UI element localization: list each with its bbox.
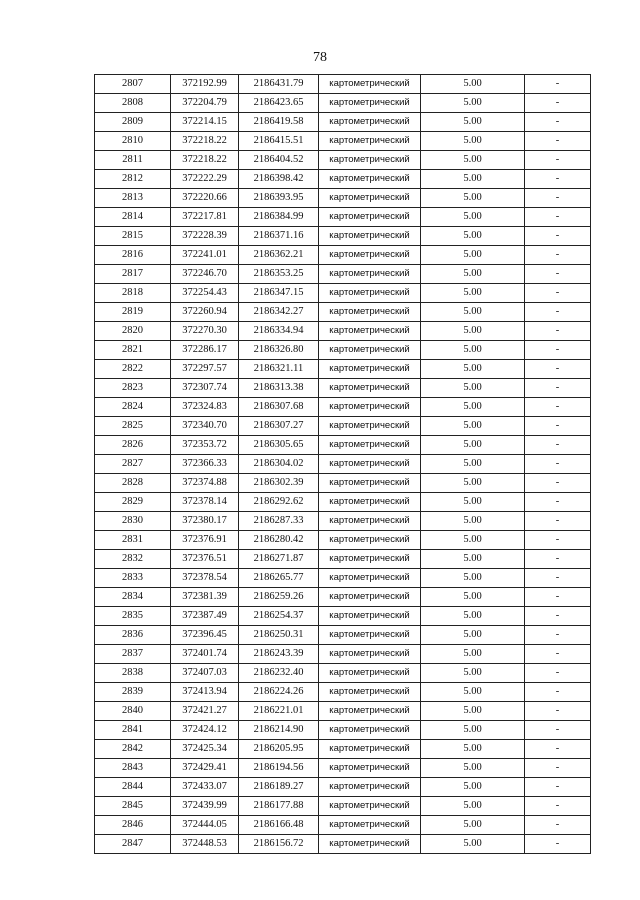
note-cell: - (525, 512, 591, 531)
point-number-cell: 2827 (95, 455, 171, 474)
method-cell: картометрический (319, 246, 421, 265)
accuracy-cell: 5.00 (421, 455, 525, 474)
note-cell: - (525, 208, 591, 227)
y-coordinate-cell: 2186194.56 (239, 759, 319, 778)
table-row (95, 702, 591, 721)
method-cell: картометрический (319, 474, 421, 493)
accuracy-cell: 5.00 (421, 626, 525, 645)
point-number-cell: 2815 (95, 227, 171, 246)
method-cell: картометрический (319, 721, 421, 740)
point-number-cell: 2819 (95, 303, 171, 322)
accuracy-cell: 5.00 (421, 474, 525, 493)
x-coordinate-cell: 372192.99 (171, 75, 239, 94)
table-row (95, 75, 591, 94)
coordinates-table (94, 74, 591, 854)
accuracy-cell: 5.00 (421, 778, 525, 797)
point-number-cell: 2832 (95, 550, 171, 569)
x-coordinate-cell: 372381.39 (171, 588, 239, 607)
point-number-cell: 2845 (95, 797, 171, 816)
note-cell: - (525, 132, 591, 151)
method-cell: картометрический (319, 341, 421, 360)
method-cell: картометрический (319, 797, 421, 816)
point-number-cell: 2811 (95, 151, 171, 170)
accuracy-cell: 5.00 (421, 512, 525, 531)
accuracy-cell: 5.00 (421, 569, 525, 588)
x-coordinate-cell: 372424.12 (171, 721, 239, 740)
point-number-cell: 2835 (95, 607, 171, 626)
accuracy-cell: 5.00 (421, 398, 525, 417)
accuracy-cell: 5.00 (421, 208, 525, 227)
accuracy-cell: 5.00 (421, 493, 525, 512)
point-number-cell: 2821 (95, 341, 171, 360)
x-coordinate-cell: 372217.81 (171, 208, 239, 227)
x-coordinate-cell: 372425.34 (171, 740, 239, 759)
note-cell: - (525, 417, 591, 436)
note-cell: - (525, 398, 591, 417)
point-number-cell: 2814 (95, 208, 171, 227)
accuracy-cell: 5.00 (421, 436, 525, 455)
method-cell: картометрический (319, 778, 421, 797)
note-cell: - (525, 664, 591, 683)
point-number-cell: 2807 (95, 75, 171, 94)
table-row (95, 94, 591, 113)
method-cell: картометрический (319, 303, 421, 322)
x-coordinate-cell: 372204.79 (171, 94, 239, 113)
method-cell: картометрический (319, 588, 421, 607)
point-number-cell: 2825 (95, 417, 171, 436)
table-row (95, 455, 591, 474)
accuracy-cell: 5.00 (421, 132, 525, 151)
table-row (95, 531, 591, 550)
method-cell: картометрический (319, 379, 421, 398)
y-coordinate-cell: 2186304.02 (239, 455, 319, 474)
accuracy-cell: 5.00 (421, 379, 525, 398)
x-coordinate-cell: 372378.14 (171, 493, 239, 512)
note-cell: - (525, 816, 591, 835)
x-coordinate-cell: 372433.07 (171, 778, 239, 797)
note-cell: - (525, 151, 591, 170)
method-cell: картометрический (319, 170, 421, 189)
table-row (95, 778, 591, 797)
y-coordinate-cell: 2186224.26 (239, 683, 319, 702)
table-row (95, 151, 591, 170)
page-number: 78 (313, 50, 327, 65)
point-number-cell: 2838 (95, 664, 171, 683)
note-cell: - (525, 360, 591, 379)
point-number-cell: 2846 (95, 816, 171, 835)
accuracy-cell: 5.00 (421, 265, 525, 284)
table-row (95, 759, 591, 778)
accuracy-cell: 5.00 (421, 341, 525, 360)
accuracy-cell: 5.00 (421, 664, 525, 683)
point-number-cell: 2839 (95, 683, 171, 702)
table-row (95, 607, 591, 626)
note-cell: - (525, 284, 591, 303)
point-number-cell: 2823 (95, 379, 171, 398)
accuracy-cell: 5.00 (421, 303, 525, 322)
x-coordinate-cell: 372429.41 (171, 759, 239, 778)
table-row (95, 683, 591, 702)
y-coordinate-cell: 2186347.15 (239, 284, 319, 303)
note-cell: - (525, 721, 591, 740)
y-coordinate-cell: 2186166.48 (239, 816, 319, 835)
y-coordinate-cell: 2186371.16 (239, 227, 319, 246)
x-coordinate-cell: 372220.66 (171, 189, 239, 208)
method-cell: картометрический (319, 417, 421, 436)
table-row (95, 398, 591, 417)
note-cell: - (525, 778, 591, 797)
x-coordinate-cell: 372401.74 (171, 645, 239, 664)
method-cell: картометрический (319, 436, 421, 455)
y-coordinate-cell: 2186342.27 (239, 303, 319, 322)
method-cell: картометрический (319, 531, 421, 550)
note-cell: - (525, 531, 591, 550)
table-row (95, 626, 591, 645)
note-cell: - (525, 702, 591, 721)
y-coordinate-cell: 2186287.33 (239, 512, 319, 531)
note-cell: - (525, 569, 591, 588)
accuracy-cell: 5.00 (421, 284, 525, 303)
note-cell: - (525, 759, 591, 778)
y-coordinate-cell: 2186362.21 (239, 246, 319, 265)
y-coordinate-cell: 2186307.27 (239, 417, 319, 436)
y-coordinate-cell: 2186353.25 (239, 265, 319, 284)
x-coordinate-cell: 372228.39 (171, 227, 239, 246)
y-coordinate-cell: 2186271.87 (239, 550, 319, 569)
table-row (95, 645, 591, 664)
y-coordinate-cell: 2186302.39 (239, 474, 319, 493)
note-cell: - (525, 170, 591, 189)
accuracy-cell: 5.00 (421, 797, 525, 816)
method-cell: картометрический (319, 189, 421, 208)
method-cell: картометрический (319, 569, 421, 588)
method-cell: картометрический (319, 227, 421, 246)
y-coordinate-cell: 2186334.94 (239, 322, 319, 341)
point-number-cell: 2822 (95, 360, 171, 379)
method-cell: картометрический (319, 455, 421, 474)
table-row (95, 474, 591, 493)
table-row (95, 132, 591, 151)
point-number-cell: 2818 (95, 284, 171, 303)
method-cell: картометрический (319, 94, 421, 113)
point-number-cell: 2834 (95, 588, 171, 607)
accuracy-cell: 5.00 (421, 550, 525, 569)
y-coordinate-cell: 2186177.88 (239, 797, 319, 816)
note-cell: - (525, 246, 591, 265)
table-row (95, 341, 591, 360)
point-number-cell: 2830 (95, 512, 171, 531)
note-cell: - (525, 379, 591, 398)
method-cell: картометрический (319, 835, 421, 854)
table-row (95, 360, 591, 379)
accuracy-cell: 5.00 (421, 588, 525, 607)
table-row (95, 227, 591, 246)
x-coordinate-cell: 372439.99 (171, 797, 239, 816)
note-cell: - (525, 322, 591, 341)
accuracy-cell: 5.00 (421, 322, 525, 341)
x-coordinate-cell: 372307.74 (171, 379, 239, 398)
y-coordinate-cell: 2186321.11 (239, 360, 319, 379)
point-number-cell: 2837 (95, 645, 171, 664)
note-cell: - (525, 588, 591, 607)
accuracy-cell: 5.00 (421, 816, 525, 835)
note-cell: - (525, 189, 591, 208)
accuracy-cell: 5.00 (421, 151, 525, 170)
point-number-cell: 2842 (95, 740, 171, 759)
accuracy-cell: 5.00 (421, 189, 525, 208)
table-row (95, 664, 591, 683)
point-number-cell: 2820 (95, 322, 171, 341)
table-row (95, 303, 591, 322)
x-coordinate-cell: 372246.70 (171, 265, 239, 284)
x-coordinate-cell: 372340.70 (171, 417, 239, 436)
accuracy-cell: 5.00 (421, 683, 525, 702)
method-cell: картометрический (319, 702, 421, 721)
y-coordinate-cell: 2186307.68 (239, 398, 319, 417)
note-cell: - (525, 550, 591, 569)
point-number-cell: 2833 (95, 569, 171, 588)
x-coordinate-cell: 372444.05 (171, 816, 239, 835)
x-coordinate-cell: 372366.33 (171, 455, 239, 474)
table-row (95, 246, 591, 265)
method-cell: картометрический (319, 151, 421, 170)
point-number-cell: 2836 (95, 626, 171, 645)
note-cell: - (525, 265, 591, 284)
y-coordinate-cell: 2186280.42 (239, 531, 319, 550)
note-cell: - (525, 455, 591, 474)
x-coordinate-cell: 372380.17 (171, 512, 239, 531)
method-cell: картометрический (319, 493, 421, 512)
y-coordinate-cell: 2186415.51 (239, 132, 319, 151)
x-coordinate-cell: 372324.83 (171, 398, 239, 417)
method-cell: картометрический (319, 360, 421, 379)
table-row (95, 379, 591, 398)
x-coordinate-cell: 372421.27 (171, 702, 239, 721)
y-coordinate-cell: 2186404.52 (239, 151, 319, 170)
point-number-cell: 2808 (95, 94, 171, 113)
point-number-cell: 2828 (95, 474, 171, 493)
point-number-cell: 2847 (95, 835, 171, 854)
y-coordinate-cell: 2186292.62 (239, 493, 319, 512)
note-cell: - (525, 94, 591, 113)
table-row (95, 493, 591, 512)
point-number-cell: 2841 (95, 721, 171, 740)
accuracy-cell: 5.00 (421, 721, 525, 740)
table-row (95, 588, 591, 607)
x-coordinate-cell: 372413.94 (171, 683, 239, 702)
method-cell: картометрический (319, 740, 421, 759)
table-row (95, 797, 591, 816)
y-coordinate-cell: 2186232.40 (239, 664, 319, 683)
note-cell: - (525, 227, 591, 246)
x-coordinate-cell: 372260.94 (171, 303, 239, 322)
point-number-cell: 2829 (95, 493, 171, 512)
point-number-cell: 2817 (95, 265, 171, 284)
y-coordinate-cell: 2186156.72 (239, 835, 319, 854)
note-cell: - (525, 303, 591, 322)
point-number-cell: 2810 (95, 132, 171, 151)
y-coordinate-cell: 2186431.79 (239, 75, 319, 94)
table-row (95, 550, 591, 569)
note-cell: - (525, 797, 591, 816)
method-cell: картометрический (319, 113, 421, 132)
x-coordinate-cell: 372214.15 (171, 113, 239, 132)
method-cell: картометрический (319, 607, 421, 626)
x-coordinate-cell: 372286.17 (171, 341, 239, 360)
y-coordinate-cell: 2186384.99 (239, 208, 319, 227)
table-row (95, 512, 591, 531)
y-coordinate-cell: 2186259.26 (239, 588, 319, 607)
x-coordinate-cell: 372376.51 (171, 550, 239, 569)
y-coordinate-cell: 2186265.77 (239, 569, 319, 588)
point-number-cell: 2831 (95, 531, 171, 550)
accuracy-cell: 5.00 (421, 417, 525, 436)
x-coordinate-cell: 372353.72 (171, 436, 239, 455)
note-cell: - (525, 740, 591, 759)
point-number-cell: 2813 (95, 189, 171, 208)
accuracy-cell: 5.00 (421, 759, 525, 778)
x-coordinate-cell: 372374.88 (171, 474, 239, 493)
y-coordinate-cell: 2186305.65 (239, 436, 319, 455)
method-cell: картометрический (319, 645, 421, 664)
y-coordinate-cell: 2186214.90 (239, 721, 319, 740)
method-cell: картометрический (319, 284, 421, 303)
method-cell: картометрический (319, 75, 421, 94)
method-cell: картометрический (319, 550, 421, 569)
table-row (95, 208, 591, 227)
note-cell: - (525, 75, 591, 94)
method-cell: картометрический (319, 512, 421, 531)
x-coordinate-cell: 372218.22 (171, 151, 239, 170)
note-cell: - (525, 645, 591, 664)
y-coordinate-cell: 2186205.95 (239, 740, 319, 759)
note-cell: - (525, 493, 591, 512)
point-number-cell: 2816 (95, 246, 171, 265)
y-coordinate-cell: 2186243.39 (239, 645, 319, 664)
table-row (95, 265, 591, 284)
x-coordinate-cell: 372270.30 (171, 322, 239, 341)
method-cell: картометрический (319, 265, 421, 284)
y-coordinate-cell: 2186393.95 (239, 189, 319, 208)
y-coordinate-cell: 2186419.58 (239, 113, 319, 132)
x-coordinate-cell: 372254.43 (171, 284, 239, 303)
table-row (95, 721, 591, 740)
accuracy-cell: 5.00 (421, 75, 525, 94)
x-coordinate-cell: 372222.29 (171, 170, 239, 189)
x-coordinate-cell: 372396.45 (171, 626, 239, 645)
accuracy-cell: 5.00 (421, 835, 525, 854)
method-cell: картометрический (319, 322, 421, 341)
x-coordinate-cell: 372241.01 (171, 246, 239, 265)
y-coordinate-cell: 2186189.27 (239, 778, 319, 797)
method-cell: картометрический (319, 398, 421, 417)
table-row (95, 417, 591, 436)
point-number-cell: 2812 (95, 170, 171, 189)
table-row (95, 569, 591, 588)
accuracy-cell: 5.00 (421, 607, 525, 626)
x-coordinate-cell: 372448.53 (171, 835, 239, 854)
x-coordinate-cell: 372376.91 (171, 531, 239, 550)
accuracy-cell: 5.00 (421, 246, 525, 265)
note-cell: - (525, 626, 591, 645)
table-row (95, 322, 591, 341)
y-coordinate-cell: 2186221.01 (239, 702, 319, 721)
y-coordinate-cell: 2186250.31 (239, 626, 319, 645)
point-number-cell: 2840 (95, 702, 171, 721)
point-number-cell: 2844 (95, 778, 171, 797)
point-number-cell: 2824 (95, 398, 171, 417)
table-row (95, 189, 591, 208)
x-coordinate-cell: 372378.54 (171, 569, 239, 588)
accuracy-cell: 5.00 (421, 645, 525, 664)
method-cell: картометрический (319, 626, 421, 645)
note-cell: - (525, 835, 591, 854)
method-cell: картометрический (319, 759, 421, 778)
method-cell: картометрический (319, 816, 421, 835)
coordinates-table-body (95, 75, 591, 854)
note-cell: - (525, 607, 591, 626)
note-cell: - (525, 113, 591, 132)
point-number-cell: 2826 (95, 436, 171, 455)
note-cell: - (525, 341, 591, 360)
x-coordinate-cell: 372297.57 (171, 360, 239, 379)
method-cell: картометрический (319, 208, 421, 227)
point-number-cell: 2843 (95, 759, 171, 778)
point-number-cell: 2809 (95, 113, 171, 132)
y-coordinate-cell: 2186326.80 (239, 341, 319, 360)
x-coordinate-cell: 372387.49 (171, 607, 239, 626)
accuracy-cell: 5.00 (421, 113, 525, 132)
accuracy-cell: 5.00 (421, 531, 525, 550)
y-coordinate-cell: 2186313.38 (239, 379, 319, 398)
accuracy-cell: 5.00 (421, 360, 525, 379)
method-cell: картометрический (319, 683, 421, 702)
accuracy-cell: 5.00 (421, 94, 525, 113)
y-coordinate-cell: 2186398.42 (239, 170, 319, 189)
y-coordinate-cell: 2186254.37 (239, 607, 319, 626)
table-row (95, 113, 591, 132)
accuracy-cell: 5.00 (421, 702, 525, 721)
table-row (95, 170, 591, 189)
y-coordinate-cell: 2186423.65 (239, 94, 319, 113)
table-row (95, 436, 591, 455)
x-coordinate-cell: 372407.03 (171, 664, 239, 683)
table-row (95, 816, 591, 835)
note-cell: - (525, 474, 591, 493)
table-row (95, 835, 591, 854)
note-cell: - (525, 436, 591, 455)
x-coordinate-cell: 372218.22 (171, 132, 239, 151)
table-row (95, 740, 591, 759)
accuracy-cell: 5.00 (421, 170, 525, 189)
note-cell: - (525, 683, 591, 702)
accuracy-cell: 5.00 (421, 227, 525, 246)
table-row (95, 284, 591, 303)
method-cell: картометрический (319, 132, 421, 151)
method-cell: картометрический (319, 664, 421, 683)
accuracy-cell: 5.00 (421, 740, 525, 759)
